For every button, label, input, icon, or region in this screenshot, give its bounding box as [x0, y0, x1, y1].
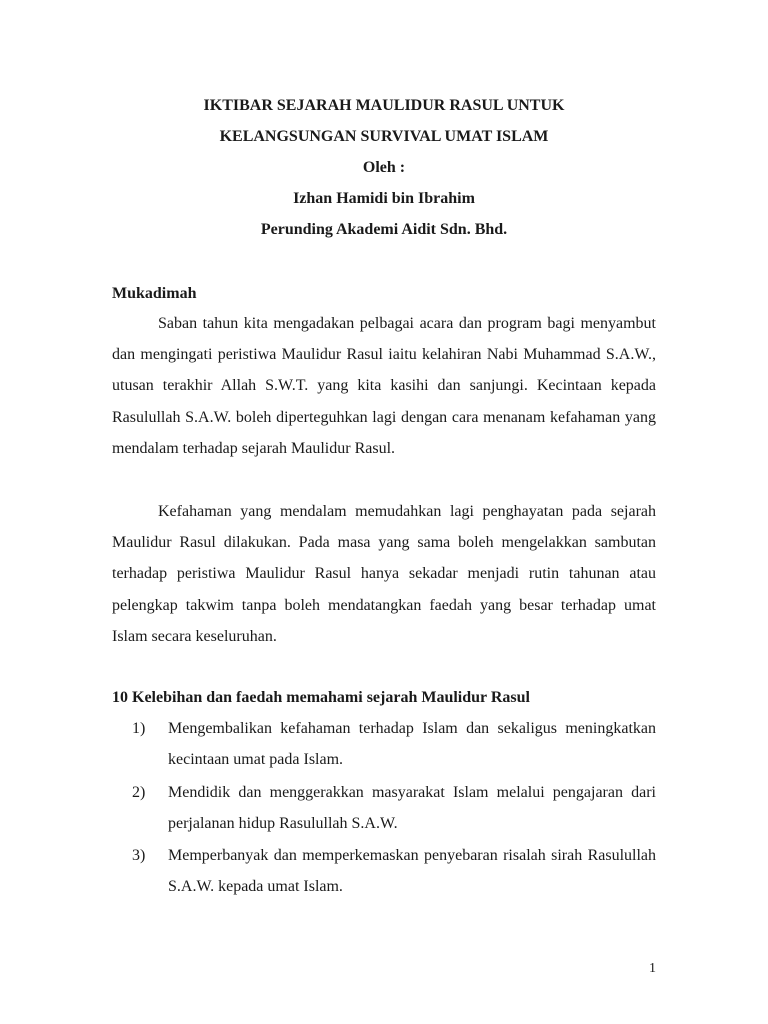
title-line-2: KELANGSUNGAN SURVIVAL UMAT ISLAM	[219, 128, 549, 145]
intro-paragraph-2: Kefahaman yang mendalam memudahkan lagi penghayatan pada sejarah Maulidur Rasul dilakukan. Pada masa yang sama boleh mengelakkan sambutan terhadap peristiwa Maulidur Rasul hanya sekadar menjadi rutin tahunan atau pelengkap takwim tanpa boleh mendatangkan faedah yang besar terhadap umat Islam secara keseluruhan.	[112, 503, 656, 645]
author-name: Izhan Hamidi bin Ibrahim	[293, 190, 475, 207]
author-organization: Perunding Akademi Aidit Sdn. Bhd.	[260, 221, 508, 238]
intro-heading: Mukadimah	[112, 285, 197, 302]
list-item	[112, 713, 656, 775]
benefits-heading: 10 Kelebihan dan faedah memahami sejarah Maulidur Rasul	[112, 689, 530, 706]
list-item-text: Memperbanyak dan memperkemaskan penyebaran risalah sirah Rasulullah S.A.W. kepada umat Islam.	[168, 847, 656, 896]
by-label: Oleh :	[362, 159, 406, 176]
list-item-text: Mengembalikan kefahaman terhadap Islam dan sekaligus meningkatkan kecintaan umat pada Islam.	[168, 720, 656, 769]
benefits-list	[112, 713, 656, 904]
list-item-number: 1)	[132, 720, 146, 737]
intro-paragraph-1: Saban tahun kita mengadakan pelbagai acara dan program bagi menyambut dan mengingati peristiwa Maulidur Rasul iaitu kelahiran Nabi Muhammad S.A.W., utusan terakhir Allah S.W.T. yang kita kasihi dan sanjungi. Kecintaan kepada Rasulullah S.A.W. boleh diperteguhkan lagi dengan cara menanam kefahaman yang mendalam terhadap sejarah Maulidur Rasul.	[112, 315, 656, 457]
list-item	[112, 840, 656, 902]
list-item	[112, 777, 656, 839]
title-line-1: IKTIBAR SEJARAH MAULIDUR RASUL UNTUK	[203, 97, 565, 114]
list-item-number: 2)	[132, 783, 146, 801]
list-item-text: Mendidik dan menggerakkan masyarakat Islam melalui pengajaran dari perjalanan hidup Rasulullah S.A.W.	[168, 783, 656, 832]
page-number: 1	[649, 961, 656, 976]
list-item-number: 3)	[132, 847, 146, 865]
